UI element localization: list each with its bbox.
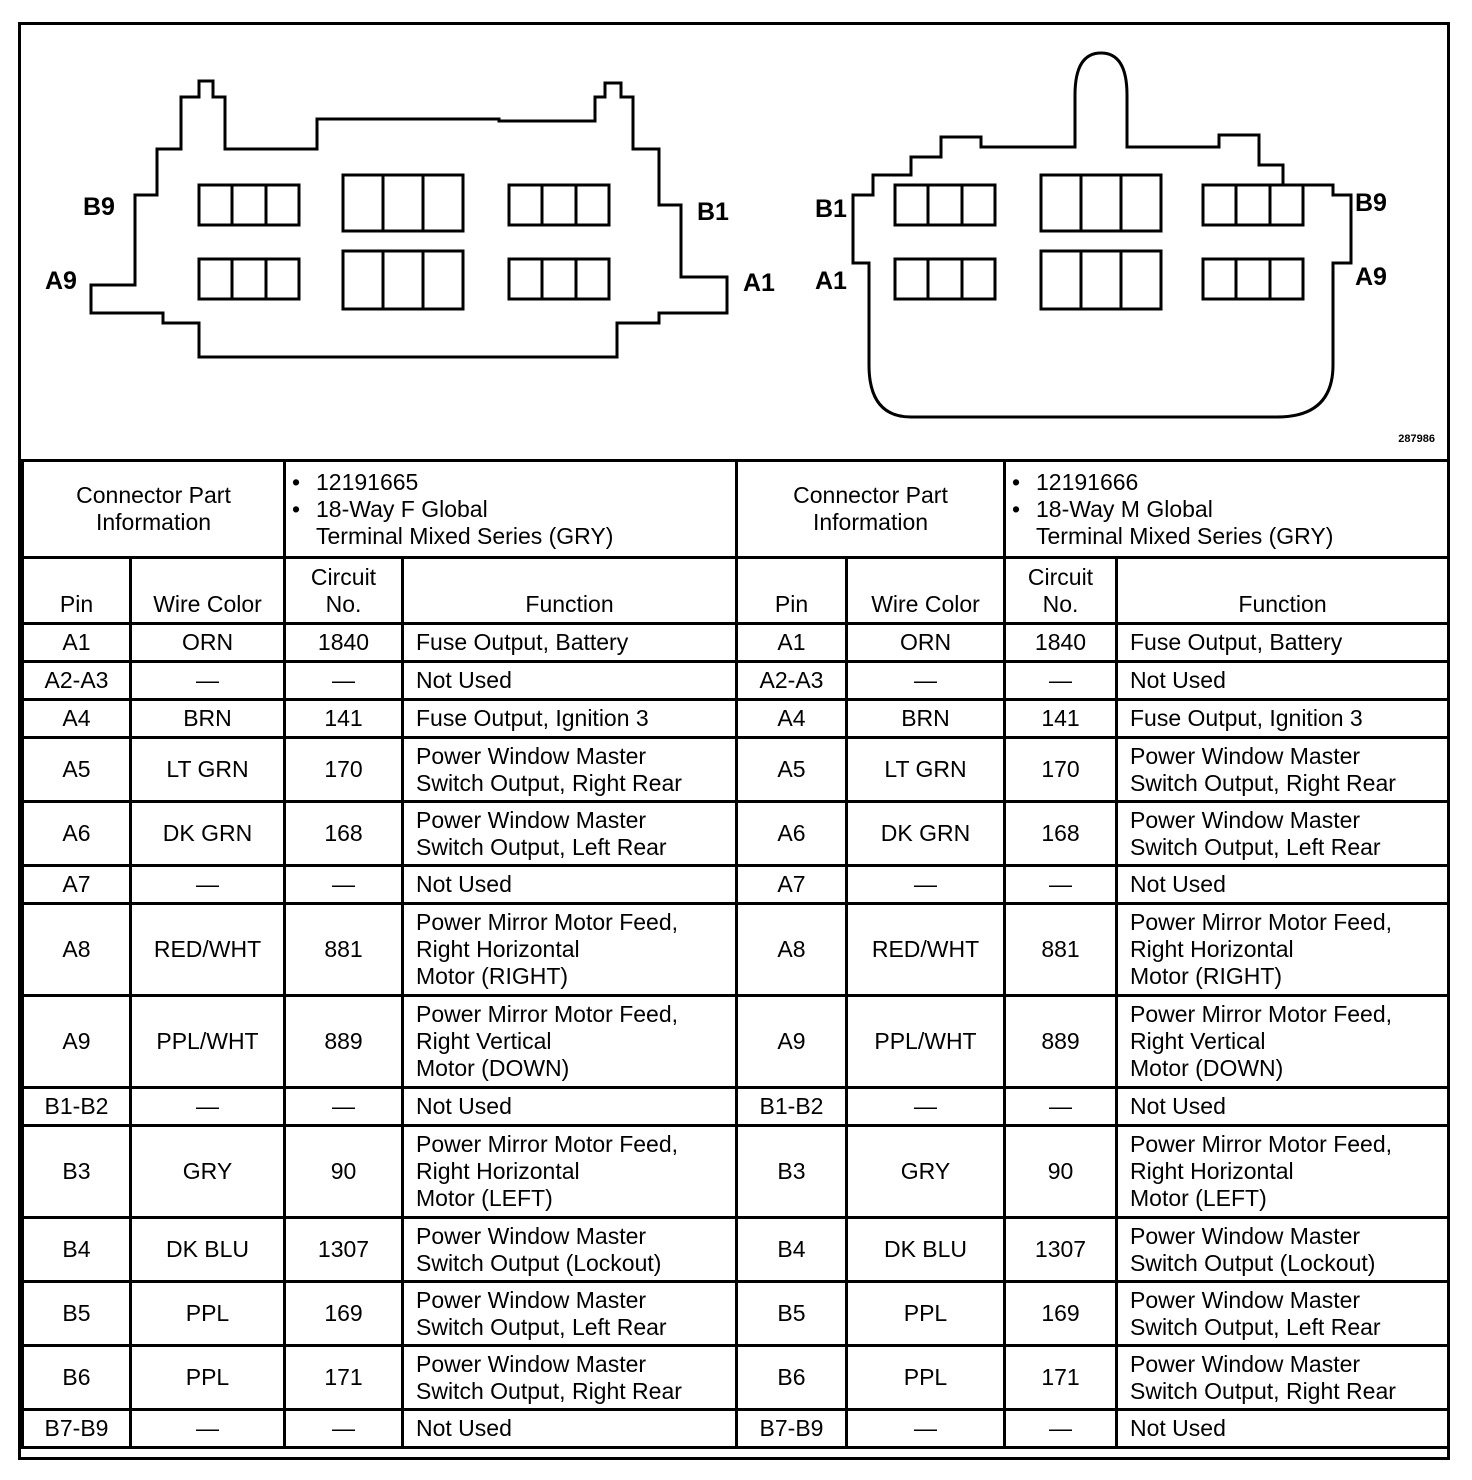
function-line: Power Mirror Motor Feed,	[1130, 1001, 1393, 1027]
function-cell	[1117, 738, 1449, 802]
wire-color-cell: GRY	[847, 1126, 1005, 1218]
connector-info-row	[23, 461, 1449, 558]
pin-cell: B4	[737, 1218, 847, 1282]
header-circuit: Circuit No.	[1005, 558, 1117, 624]
header-wire-color: Wire Color	[847, 558, 1005, 624]
table-row	[23, 802, 1449, 866]
pin-cell: A8	[737, 904, 847, 996]
circuit-cell: 168	[285, 802, 403, 866]
pin-cell: B7-B9	[737, 1410, 847, 1448]
pin-cell: A4	[23, 700, 131, 738]
left-connector-outline	[91, 81, 727, 357]
function-line: Right Horizontal	[416, 1158, 580, 1184]
header-wire-color: Wire Color	[131, 558, 285, 624]
table-row	[23, 1218, 1449, 1282]
column-header-row	[23, 558, 1449, 624]
function-line: Switch Output, Left Rear	[416, 1313, 667, 1340]
right-connector-cavities	[895, 175, 1303, 309]
figure-id: 287986	[1398, 433, 1435, 445]
header-circuit: Circuit No.	[285, 558, 403, 624]
wire-color-cell: DK GRN	[131, 802, 285, 866]
function-line: Power Window Master	[1130, 806, 1361, 833]
function-cell	[1117, 904, 1449, 996]
wire-color-cell: PPL	[131, 1282, 285, 1346]
wire-color-cell: PPL/WHT	[847, 996, 1005, 1088]
wire-color-cell: RED/WHT	[131, 904, 285, 996]
part-number-left: • 12191665	[292, 469, 729, 496]
circuit-cell: 90	[285, 1126, 403, 1218]
circuit-cell: 141	[285, 700, 403, 738]
function-cell	[403, 662, 737, 700]
function-line: Power Mirror Motor Feed,	[416, 909, 679, 935]
function-line: Right Horizontal	[1130, 1158, 1294, 1184]
table-row	[23, 996, 1449, 1088]
function-cell	[403, 624, 737, 662]
function-line: Motor (RIGHT)	[1130, 963, 1283, 989]
function-line: Right Vertical	[1130, 1028, 1266, 1054]
description-left-1: • 18-Way F Global	[292, 496, 729, 523]
info-label-left: Connector Part Information	[23, 461, 285, 558]
function-cell	[1117, 1126, 1449, 1218]
pin-cell: B1-B2	[737, 1088, 847, 1126]
function-line: Switch Output, Right Rear	[1130, 1377, 1396, 1404]
circuit-cell: 168	[1005, 802, 1117, 866]
function-line: Switch Output, Right Rear	[1130, 769, 1396, 796]
function-line: Power Mirror Motor Feed,	[416, 1001, 679, 1027]
function-line: Motor (DOWN)	[1130, 1055, 1284, 1081]
wire-color-cell: —	[847, 1088, 1005, 1126]
function-cell	[403, 1346, 737, 1410]
function-cell	[403, 1088, 737, 1126]
table-row	[23, 1282, 1449, 1346]
circuit-cell: 881	[1005, 904, 1117, 996]
function-cell	[403, 802, 737, 866]
function-cell	[1117, 700, 1449, 738]
table-row	[23, 1346, 1449, 1410]
circuit-cell: 170	[285, 738, 403, 802]
wire-color-cell: DK BLU	[847, 1218, 1005, 1282]
function-line: Power Window Master	[1130, 1286, 1361, 1313]
info-label-right: Connector Part Information	[737, 461, 1005, 558]
wire-color-cell: —	[131, 1410, 285, 1448]
wire-color-cell: PPL	[847, 1346, 1005, 1410]
function-line: Switch Output, Right Rear	[416, 1377, 682, 1404]
info-value-right	[1005, 461, 1449, 558]
function-line: Switch Output, Left Rear	[1130, 833, 1381, 860]
function-line: Power Window Master	[1130, 1222, 1361, 1249]
function-line: Power Window Master	[416, 1350, 647, 1377]
pin-cell: A8	[23, 904, 131, 996]
function-cell	[403, 1126, 737, 1218]
function-line: Not Used	[1130, 1093, 1226, 1119]
function-cell	[403, 700, 737, 738]
table-row	[23, 1126, 1449, 1218]
function-line: Power Window Master	[1130, 1350, 1361, 1377]
right-connector-outline	[853, 53, 1351, 417]
wire-color-cell: PPL	[847, 1282, 1005, 1346]
left-label-top-right: B1	[697, 198, 729, 226]
connector-drawings	[21, 25, 1447, 459]
part-number-right: • 12191666	[1012, 469, 1441, 496]
description-left-2: Terminal Mixed Series (GRY)	[316, 522, 614, 549]
wire-color-cell: ORN	[131, 624, 285, 662]
function-line: Not Used	[416, 1415, 512, 1441]
pin-cell: A2-A3	[23, 662, 131, 700]
left-connector-cavities	[199, 175, 609, 309]
function-line: Motor (DOWN)	[416, 1055, 570, 1081]
function-cell	[1117, 662, 1449, 700]
pin-cell: A5	[737, 738, 847, 802]
left-label-bottom-left: A9	[45, 267, 77, 295]
function-line: Switch Output (Lockout)	[416, 1249, 662, 1276]
table-row	[23, 1088, 1449, 1126]
pin-cell: A9	[737, 996, 847, 1088]
circuit-cell: —	[1005, 866, 1117, 904]
wire-color-cell: DK BLU	[131, 1218, 285, 1282]
pin-cell: B4	[23, 1218, 131, 1282]
pin-cell: A1	[23, 624, 131, 662]
pin-cell: A7	[737, 866, 847, 904]
function-line: Not Used	[416, 667, 512, 693]
pin-cell: B3	[23, 1126, 131, 1218]
function-line: Fuse Output, Ignition 3	[1130, 705, 1363, 731]
pin-cell: B6	[23, 1346, 131, 1410]
header-pin: Pin	[737, 558, 847, 624]
wire-color-cell: PPL	[131, 1346, 285, 1410]
function-cell	[1117, 1346, 1449, 1410]
pin-cell: A6	[737, 802, 847, 866]
pin-cell: B5	[23, 1282, 131, 1346]
function-line: Power Window Master	[416, 1286, 647, 1313]
function-line: Power Window Master	[416, 806, 647, 833]
function-cell	[1117, 1218, 1449, 1282]
function-line: Not Used	[416, 1093, 512, 1119]
function-cell	[403, 1218, 737, 1282]
connector-sheet	[18, 22, 1450, 1460]
function-line: Not Used	[1130, 1415, 1226, 1441]
circuit-cell: —	[1005, 1410, 1117, 1448]
function-line: Switch Output, Left Rear	[416, 833, 667, 860]
function-line: Power Mirror Motor Feed,	[416, 1131, 679, 1157]
wire-color-cell: —	[847, 1410, 1005, 1448]
table-row	[23, 662, 1449, 700]
function-line: Power Mirror Motor Feed,	[1130, 1131, 1393, 1157]
circuit-cell: —	[285, 1088, 403, 1126]
pin-cell: A9	[23, 996, 131, 1088]
circuit-cell: 171	[285, 1346, 403, 1410]
circuit-cell: 889	[1005, 996, 1117, 1088]
wire-color-cell: RED/WHT	[847, 904, 1005, 996]
circuit-cell: 881	[285, 904, 403, 996]
circuit-cell: 141	[1005, 700, 1117, 738]
wire-color-cell: —	[131, 662, 285, 700]
circuit-cell: —	[285, 662, 403, 700]
function-line: Right Horizontal	[1130, 936, 1294, 962]
circuit-cell: 889	[285, 996, 403, 1088]
wire-color-cell: BRN	[847, 700, 1005, 738]
left-label-bottom-right: A1	[743, 269, 775, 297]
function-cell	[1117, 802, 1449, 866]
pin-cell: A7	[23, 866, 131, 904]
pin-cell: A6	[23, 802, 131, 866]
function-cell	[403, 1410, 737, 1448]
wire-color-cell: ORN	[847, 624, 1005, 662]
function-line: Motor (LEFT)	[416, 1185, 553, 1211]
function-cell	[1117, 1410, 1449, 1448]
wire-color-cell: —	[847, 866, 1005, 904]
pin-cell: B1-B2	[23, 1088, 131, 1126]
pin-cell: A5	[23, 738, 131, 802]
wire-color-cell: BRN	[131, 700, 285, 738]
function-line: Fuse Output, Battery	[416, 629, 629, 655]
header-function: Function	[1117, 558, 1449, 624]
circuit-cell: 1840	[285, 624, 403, 662]
table-row	[23, 624, 1449, 662]
table-row	[23, 904, 1449, 996]
description-right-2: Terminal Mixed Series (GRY)	[1036, 522, 1334, 549]
circuit-cell: 1307	[285, 1218, 403, 1282]
connector-pinout-table	[21, 459, 1450, 1449]
function-cell	[403, 1282, 737, 1346]
left-label-top-left: B9	[83, 193, 115, 221]
circuit-cell: 170	[1005, 738, 1117, 802]
connector-diagrams	[21, 25, 1447, 459]
function-line: Power Window Master	[1130, 742, 1361, 769]
function-line: Motor (LEFT)	[1130, 1185, 1267, 1211]
circuit-cell: —	[1005, 1088, 1117, 1126]
function-line: Motor (RIGHT)	[416, 963, 569, 989]
wire-color-cell: —	[847, 662, 1005, 700]
circuit-cell: 1840	[1005, 624, 1117, 662]
function-line: Switch Output (Lockout)	[1130, 1249, 1376, 1276]
wire-color-cell: PPL/WHT	[131, 996, 285, 1088]
pin-cell: A2-A3	[737, 662, 847, 700]
function-line: Power Mirror Motor Feed,	[1130, 909, 1393, 935]
circuit-cell: —	[1005, 662, 1117, 700]
wire-color-cell: LT GRN	[131, 738, 285, 802]
right-label-bottom-left: A1	[815, 267, 847, 295]
info-value-left	[285, 461, 737, 558]
pin-cell: A4	[737, 700, 847, 738]
function-line: Fuse Output, Ignition 3	[416, 705, 649, 731]
function-line: Switch Output, Right Rear	[416, 769, 682, 796]
wire-color-cell: DK GRN	[847, 802, 1005, 866]
function-cell	[1117, 624, 1449, 662]
function-cell	[403, 866, 737, 904]
pin-cell: B3	[737, 1126, 847, 1218]
function-line: Switch Output, Left Rear	[1130, 1313, 1381, 1340]
wire-color-cell: GRY	[131, 1126, 285, 1218]
function-cell	[403, 996, 737, 1088]
pin-cell: B7-B9	[23, 1410, 131, 1448]
function-cell	[1117, 996, 1449, 1088]
table-row	[23, 1410, 1449, 1448]
right-label-top-right: B9	[1355, 189, 1387, 217]
function-cell	[1117, 1088, 1449, 1126]
circuit-cell: 1307	[1005, 1218, 1117, 1282]
table-row	[23, 866, 1449, 904]
circuit-cell: —	[285, 866, 403, 904]
description-right-1: • 18-Way M Global	[1012, 496, 1441, 523]
pin-cell: A1	[737, 624, 847, 662]
function-cell	[403, 738, 737, 802]
function-line: Not Used	[1130, 871, 1226, 897]
right-label-bottom-right: A9	[1355, 263, 1387, 291]
wire-color-cell: —	[131, 866, 285, 904]
function-line: Right Horizontal	[416, 936, 580, 962]
circuit-cell: 171	[1005, 1346, 1117, 1410]
circuit-cell: 169	[285, 1282, 403, 1346]
function-line: Power Window Master	[416, 1222, 647, 1249]
function-line: Not Used	[1130, 667, 1226, 693]
pin-cell: B6	[737, 1346, 847, 1410]
circuit-cell: 90	[1005, 1126, 1117, 1218]
header-pin: Pin	[23, 558, 131, 624]
right-label-top-left: B1	[815, 195, 847, 223]
wire-color-cell: —	[131, 1088, 285, 1126]
function-cell	[1117, 866, 1449, 904]
function-line: Right Vertical	[416, 1028, 552, 1054]
pin-cell: B5	[737, 1282, 847, 1346]
table-row	[23, 700, 1449, 738]
wire-color-cell: LT GRN	[847, 738, 1005, 802]
circuit-cell: 169	[1005, 1282, 1117, 1346]
function-cell	[1117, 1282, 1449, 1346]
table-row	[23, 738, 1449, 802]
function-cell	[403, 904, 737, 996]
function-line: Fuse Output, Battery	[1130, 629, 1343, 655]
header-function: Function	[403, 558, 737, 624]
function-line: Power Window Master	[416, 742, 647, 769]
function-line: Not Used	[416, 871, 512, 897]
circuit-cell: —	[285, 1410, 403, 1448]
